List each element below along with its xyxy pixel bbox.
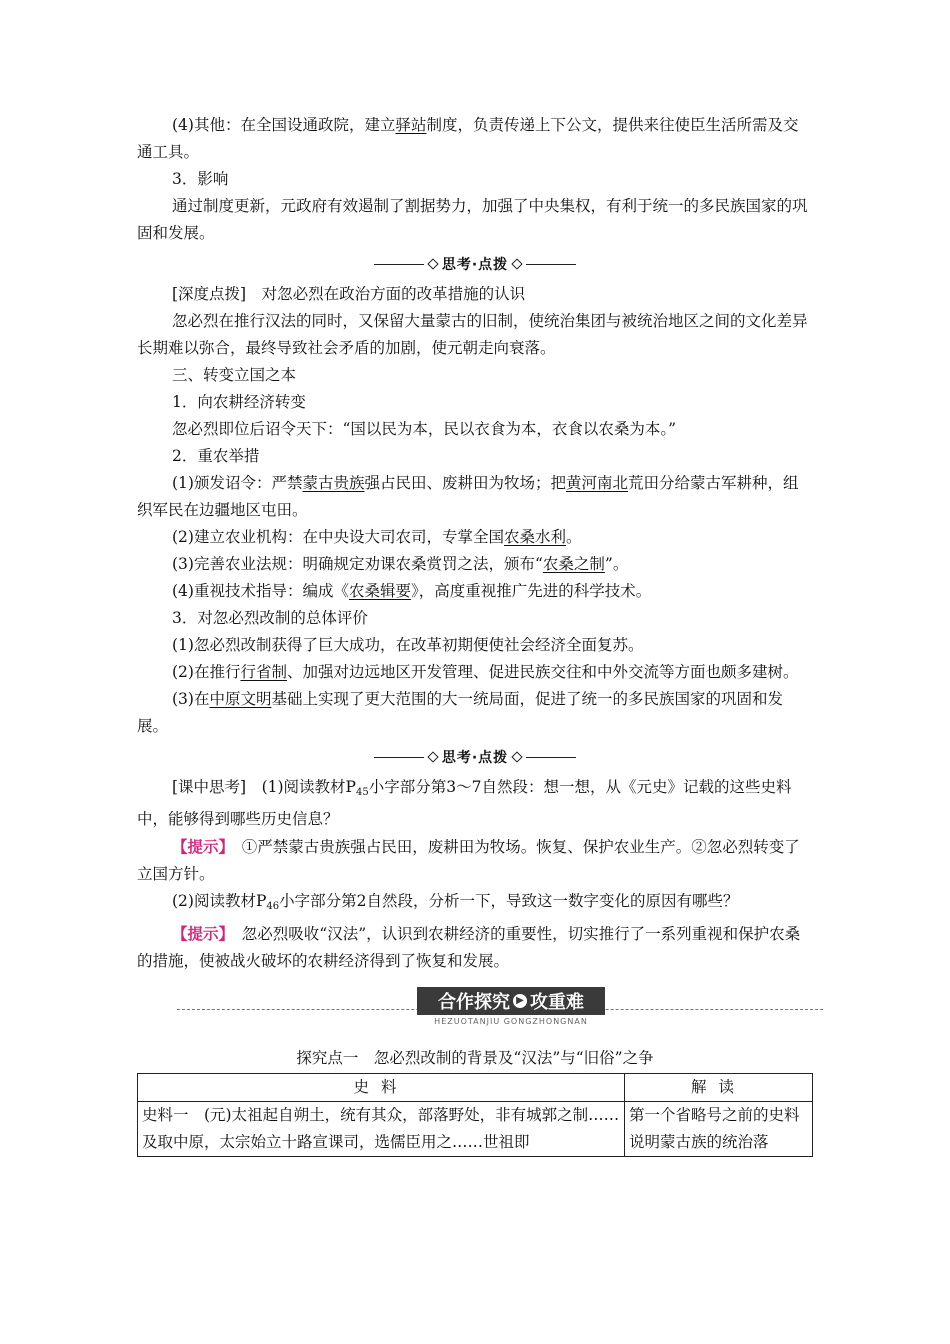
deep-tip-heading: [深度点拨] 对忽必烈在政治方面的改革措施的认识 [172, 285, 526, 303]
divider-label: 思考·点拨 [441, 750, 509, 766]
hint-label: 【提示】 [172, 924, 227, 943]
underlined-term: 农桑之制 [542, 555, 605, 573]
text: (4)其他：在全国设通政院，建立 [172, 116, 396, 134]
text: [课中思考] (1)阅读教材P [172, 778, 356, 796]
section-banner [137, 983, 813, 1039]
text: 荒田分给蒙古军耕种，组织军民在边疆地区屯田。 [137, 474, 799, 519]
underlined-term: 驿站 [395, 116, 427, 134]
table-header-row [138, 1074, 813, 1102]
text: (2)建立农业机构：在中央设大司农司，专掌全国 [172, 528, 504, 546]
deep-tip-paragraph: 忽必烈在推行汉法的同时，又保留大量蒙古的旧制，使统治集团与被统治地区之间的文化差异长期难以弥合，最终导致社会矛盾的加剧，使元朝走向衰落。 [137, 312, 808, 357]
text: 、加强对边远地区开发管理、促进民族交往和中外交流等方面也颇多建树。 [286, 663, 799, 681]
paragraph-eval-3 [137, 686, 813, 740]
diamond-icon [427, 751, 438, 762]
text: (3)完善农业法规：明确规定劝课农桑赏罚之法，颁布“ [172, 555, 543, 573]
text: ①严禁蒙古贵族强占民田，废耕田为牧场。恢复、保护农业生产。②忽必烈转变了立国方针。 [137, 838, 800, 883]
subheading-1: 1．向农耕经济转变 [172, 393, 306, 411]
page-subscript: 45 [355, 787, 369, 798]
paragraph-other-measures [137, 112, 813, 166]
text: (1)颁发诏令：严禁 [172, 474, 303, 492]
text: 小字部分第2自然段，分析一下，导致这一数字变化的原因有哪些？ [279, 892, 739, 910]
underlined-term: 农桑水利 [503, 528, 566, 546]
section-heading-3: 三、转变立国之本 [172, 366, 297, 384]
answer-1 [137, 833, 813, 888]
divider-line [374, 757, 424, 758]
underlined-term: 行省制 [240, 663, 287, 681]
text: 小字部分第3～7自然段：想一想，从《元史》记载的这些史料中，能够得到哪些历史信息？ [137, 778, 792, 828]
paragraph-measure-4 [137, 578, 813, 605]
paragraph-measure-1 [137, 470, 813, 524]
section-divider [137, 742, 813, 772]
banner-title-left: 合作探究 [438, 992, 510, 1013]
subheading-3: 3．对忽必烈改制的总体评价 [172, 609, 368, 627]
diamond-icon [427, 258, 438, 269]
underlined-term: 中原文明 [209, 690, 272, 708]
banner-title-right: 攻重难 [530, 992, 584, 1013]
answer-2 [137, 920, 813, 975]
divider-line [526, 757, 576, 758]
text: (2)阅读教材P [172, 892, 267, 910]
table-cell-source: 史料一 (元)太祖起自朔土，统有其众，部落野处，非有城郭之制……及取中原，太宗始立十路宣课司，选儒臣用之……世祖即 [138, 1102, 625, 1157]
underlined-term: 黄河南北 [566, 474, 629, 492]
text: ”。 [604, 555, 629, 573]
text: 》，高度重视推广先进的科学技术。 [410, 582, 652, 600]
source-table [137, 1073, 813, 1157]
paragraph-eval-2 [137, 659, 813, 686]
text: (4)重视技术指导：编成《 [172, 582, 349, 600]
text: 制度，负责传递上下公文，提供来往使臣生活所需及交通工具。 [137, 116, 799, 161]
paragraph-eval-1: (1)忽必烈改制获得了巨大成功，在改革初期便使社会经济全面复苏。 [172, 636, 644, 654]
diamond-icon [511, 751, 522, 762]
banner-pinyin: HEZUOTANJIU GONGZHONGNAN [434, 1017, 588, 1026]
section-divider [137, 249, 813, 279]
table-header: 解读 [625, 1074, 813, 1102]
question-1 [137, 774, 813, 833]
underlined-term: 蒙古贵族 [302, 474, 365, 492]
table-cell-interpretation: 第一个省略号之前的史料说明蒙古族的统治落 [625, 1102, 813, 1157]
paragraph-measure-3 [137, 551, 813, 578]
heading-influence: 3．影响 [172, 170, 229, 188]
paragraph-edict: 忽必烈即位后诏令天下：“国以民为本，民以衣食为本，衣食以农桑为本。” [172, 420, 677, 438]
text: 强占民田、废耕田为牧场；把 [364, 474, 566, 492]
section-title: 探究点一 忽必烈改制的背景及“汉法”与“旧俗”之争 [296, 1049, 654, 1067]
divider-line [374, 264, 424, 265]
diamond-icon [511, 258, 522, 269]
paragraph-measure-2 [137, 524, 813, 551]
text: 。 [565, 528, 582, 546]
text: 基础上实现了更大范围的大一统局面，促进了统一的多民族国家的巩固和发展。 [137, 690, 783, 735]
subheading-2: 2．重农举措 [172, 447, 260, 465]
hint-label: 【提示】 [172, 837, 227, 856]
paragraph-influence: 通过制度更新，元政府有效遏制了割据势力，加强了中央集权，有利于统一的多民族国家的巩固和发展。 [137, 197, 808, 242]
page-subscript: 46 [266, 901, 280, 912]
text: (3)在 [172, 690, 210, 708]
table-header: 史料 [138, 1074, 625, 1102]
divider-line [526, 264, 576, 265]
table-row [138, 1102, 813, 1157]
question-2 [137, 888, 813, 920]
divider-label: 思考·点拨 [441, 257, 509, 273]
text: 忽必烈吸收“汉法”，认识到农耕经济的重要性，切实推行了一系列重视和保护农桑的措施，使被战火破坏的农耕经济得到了恢复和发展。 [137, 925, 801, 970]
text: (2)在推行 [172, 663, 241, 681]
banner-title [417, 987, 605, 1015]
underlined-term: 农桑辑要 [348, 582, 411, 600]
arrow-right-icon: ▶ [513, 994, 527, 1008]
page-content [137, 112, 813, 1157]
